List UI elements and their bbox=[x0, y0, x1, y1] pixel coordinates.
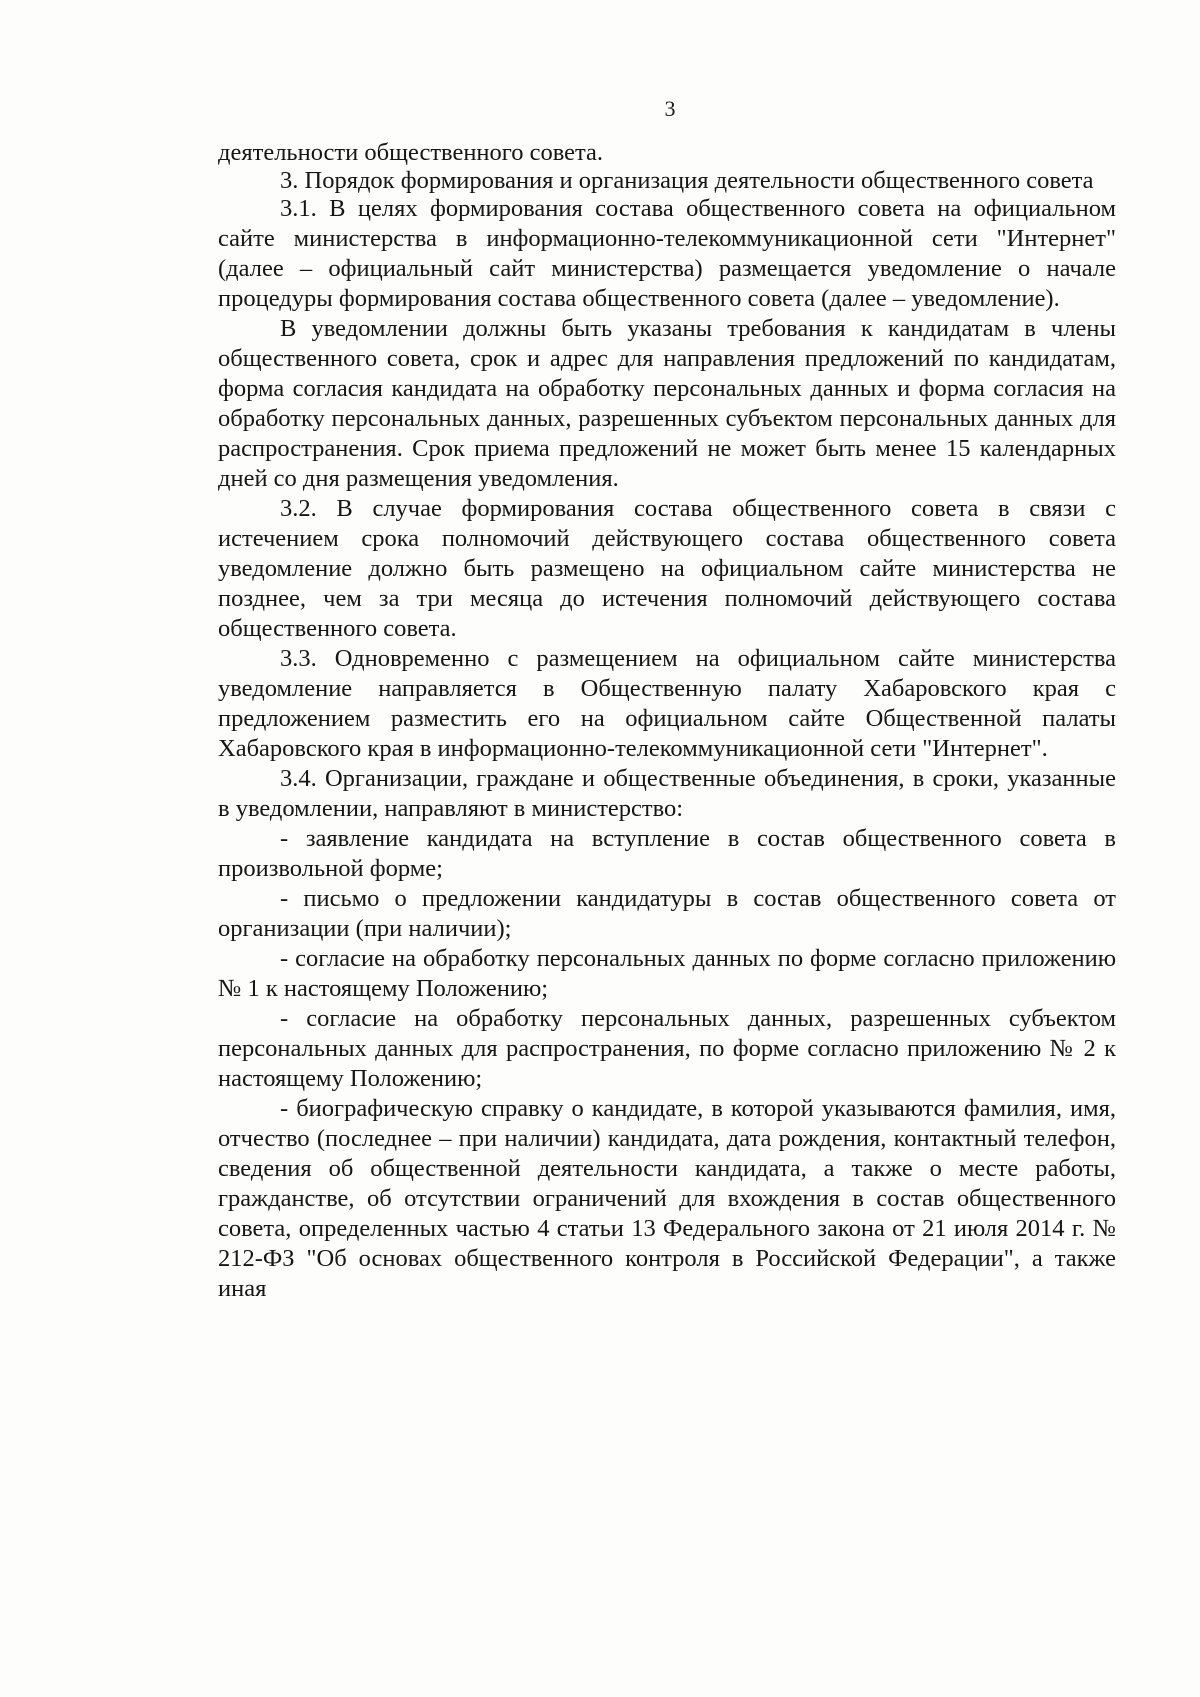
list-item-application: - заявление кандидата на вступление в состав общественного совета в произвольной форме; bbox=[218, 825, 1116, 882]
list-item-nomination-letter: - письмо о предложении кандидатуры в состав общественного совета от организации (при наличии); bbox=[218, 885, 1116, 942]
list-item-biography: - биографическую справку о кандидате, в которой указываются фамилия, имя, отчество (последнее – при наличии) кандидата, дата рождения, контактный телефон, сведения об общественной деятельности кандидата, а также о месте работы, гражданстве, об отсутствии ограничений для вхождения в состав общественного совета, определенных частью 4 статьи 13 Федерального закона от 21 июля 2014 г. № 212-ФЗ "Об основах общественного контроля в Российской Федерации", а также иная bbox=[218, 1095, 1116, 1302]
paragraph-notice-requirements: В уведомлении должны быть указаны требования к кандидатам в члены общественного совета, срок и адрес для направления предложений по кандидатам, форма согласия кандидата на обработку персональных данных и форма согласия на обработку персональных данных, разрешенных субъектом персональных данных для распространения. Срок приема предложений не может быть менее 15 календарных дней со дня размещения уведомления. bbox=[218, 315, 1116, 492]
list-item-consent-annex-2: - согласие на обработку персональных данных, разрешенных субъектом персональных данных для распространения, по форме согласно приложению № 2 к настоящему Положению; bbox=[218, 1005, 1116, 1092]
paragraph-3-3: 3.3. Одновременно с размещением на официальном сайте министерства уведомление направляется в Общественную палату Хабаровского края с предложением разместить его на официальном сайте Общественной палаты Хабаровского края в информационно-телекоммуникационной сети "Интернет". bbox=[218, 645, 1116, 762]
list-item-consent-annex-1: - согласие на обработку персональных данных по форме согласно приложению № 1 к настоящему Положению; bbox=[218, 945, 1116, 1002]
continuation-line: деятельности общественного совета. bbox=[218, 139, 604, 166]
paragraph-3-1: 3.1. В целях формирования состава общественного совета на официальном сайте министерства в информационно-телекоммуникационной сети "Интернет" (далее – официальный сайт министерства) размещается уведомление о начале процедуры формирования состава общественного совета (далее – уведомление). bbox=[218, 195, 1116, 312]
paragraph-3-4: 3.4. Организации, граждане и общественные объединения, в сроки, указанные в уведомлении, направляют в министерство: bbox=[218, 765, 1116, 822]
section-heading: 3. Порядок формирования и организация деятельности общественного совета bbox=[280, 167, 1094, 194]
page-number: 3 bbox=[664, 96, 676, 121]
paragraph-3-2: 3.2. В случае формирования состава общественного совета в связи с истечением срока полномочий действующего состава общественного совета уведомление должно быть размещено на официальном сайте министерства не позднее, чем за три месяца до истечения полномочий действующего состава общественного совета. bbox=[218, 495, 1116, 642]
document-body bbox=[218, 138, 1116, 1304]
